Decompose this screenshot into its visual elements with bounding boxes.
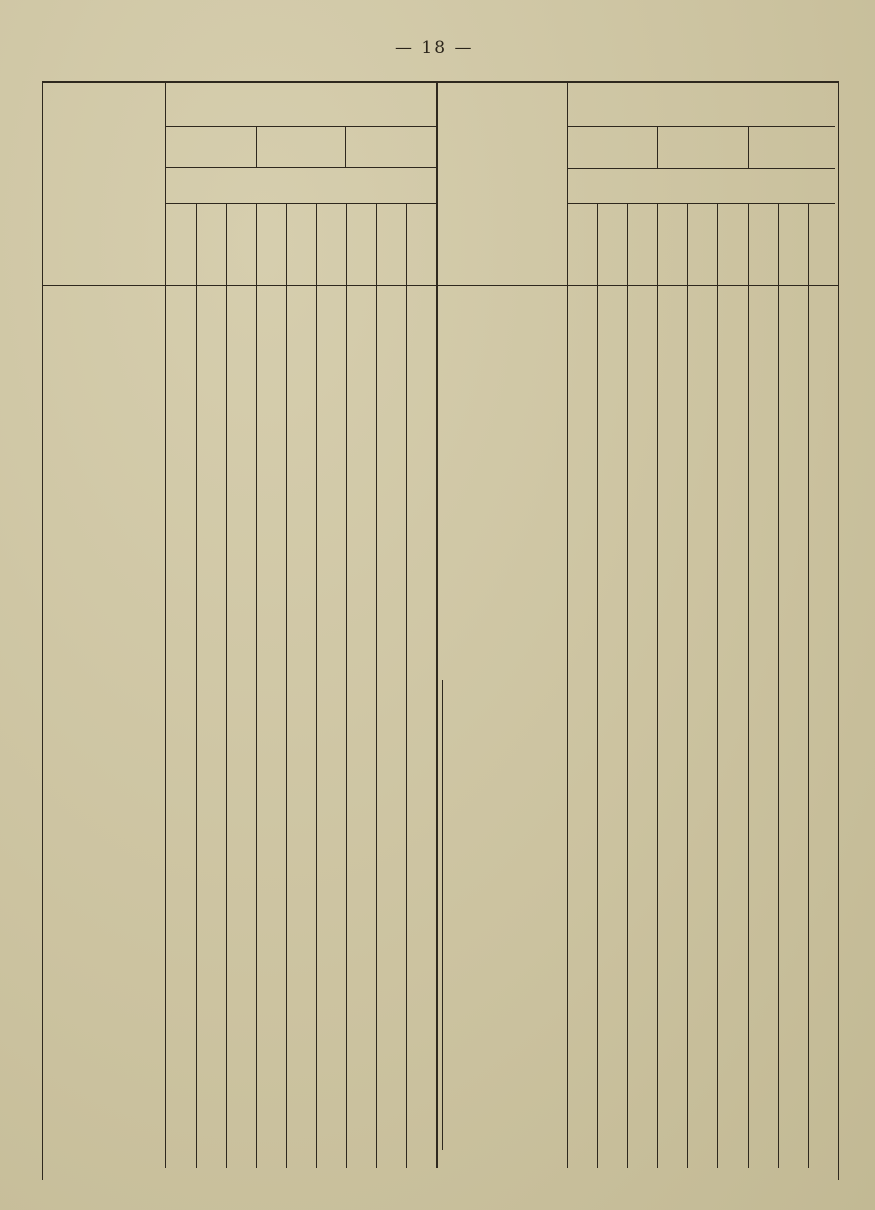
v-rule: [42, 81, 43, 1180]
h-rule: [567, 168, 835, 169]
v-rule: [597, 203, 598, 1168]
v-rule: [687, 203, 688, 1168]
v-rule: [256, 126, 257, 167]
v-rule: [286, 203, 287, 1168]
v-rule: [436, 81, 438, 1168]
v-rule: [165, 81, 166, 1168]
v-rule: [442, 680, 443, 1150]
v-rule: [316, 203, 317, 1168]
h-rule: [42, 285, 838, 286]
h-rule: [165, 126, 436, 127]
v-rule: [748, 203, 749, 1168]
v-rule: [808, 203, 809, 1168]
v-rule: [346, 203, 347, 1168]
v-rule: [226, 203, 227, 1168]
v-rule: [406, 203, 407, 1168]
h-rule: [567, 126, 835, 127]
v-rule: [778, 203, 779, 1168]
v-rule: [657, 203, 658, 1168]
v-rule: [376, 203, 377, 1168]
h-rule: [165, 203, 436, 204]
v-rule: [717, 203, 718, 1168]
h-rule: [42, 81, 838, 83]
v-rule: [256, 203, 257, 1168]
v-rule: [345, 126, 346, 167]
page-number: — 18 —: [395, 38, 474, 58]
v-rule: [748, 126, 749, 168]
v-rule: [567, 81, 568, 1168]
v-rule: [627, 203, 628, 1168]
h-rule: [165, 167, 436, 168]
v-rule: [196, 203, 197, 1168]
h-rule: [567, 203, 835, 204]
v-rule: [838, 81, 839, 1180]
v-rule: [657, 126, 658, 168]
